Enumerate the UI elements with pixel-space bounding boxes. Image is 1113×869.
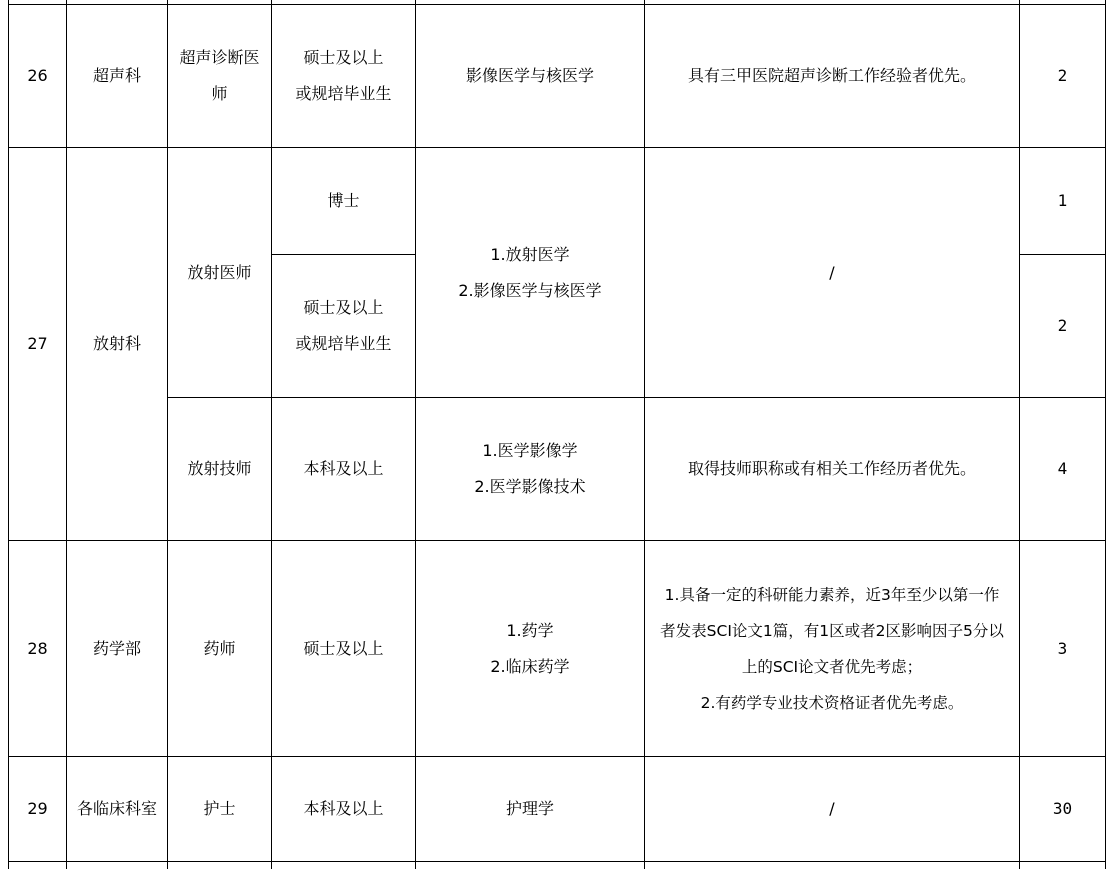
- degree-cell: [272, 398, 415, 540]
- requirement-line: 取得技师职称或有相关工作经历者优先。: [687, 459, 976, 478]
- major-line: 1.医学影像学: [482, 441, 578, 460]
- major-cell: [416, 398, 644, 540]
- count-cell: [1020, 398, 1105, 540]
- requirement-line: 上的SCI论文者优先考虑；: [741, 657, 923, 676]
- requirement-line: 1.具备一定的科研能力素养，近3年至少以第一作: [664, 585, 1000, 604]
- degree-line: 或规培毕业生: [295, 334, 392, 353]
- major-line: 2.影像医学与核医学: [458, 280, 602, 300]
- row-number: [9, 757, 66, 861]
- requirement-cell: [645, 757, 1019, 861]
- major-line: 1.药学: [506, 620, 554, 640]
- count-cell: [1020, 757, 1105, 861]
- major-cell: [416, 541, 644, 756]
- requirement-line: 具有三甲医院超声诊断工作经验者优先。: [687, 66, 976, 85]
- requirement-cell: [645, 541, 1019, 756]
- position-line: 放射技师: [187, 459, 252, 478]
- row-number-text: 29: [27, 799, 48, 818]
- degree-line: 硕士及以上: [303, 48, 384, 67]
- major-cell: [416, 148, 644, 397]
- degree-line: 硕士及以上: [303, 638, 384, 658]
- row-number: [9, 5, 66, 147]
- position-line: 药师: [203, 638, 236, 658]
- major-line: 2.临床药学: [490, 656, 570, 676]
- position-cell: [168, 757, 271, 861]
- major-line: 1.放射医学: [490, 244, 570, 264]
- department-text: 放射科: [92, 334, 141, 353]
- position-cell: [168, 5, 271, 147]
- degree-cell: [272, 255, 415, 397]
- count-text: 30: [1052, 799, 1073, 818]
- degree-line: 本科及以上: [303, 799, 384, 818]
- degree-cell: [272, 541, 415, 756]
- department-cell: [67, 148, 167, 540]
- department-text: 药学部: [92, 638, 141, 658]
- count-cell: [1020, 5, 1105, 147]
- degree-line: 博士: [327, 191, 360, 210]
- requirement-line: 者发表SCI论文1篇，有1区或者2区影响因子5分以: [660, 621, 1004, 640]
- count-text: 2: [1057, 66, 1068, 85]
- major-cell: [416, 5, 644, 147]
- row-number: [9, 148, 66, 540]
- major-line: 2.医学影像技术: [474, 477, 586, 496]
- department-text: 各临床科室: [76, 799, 157, 818]
- row-number-text: 26: [27, 66, 48, 85]
- requirement-line: /: [829, 262, 835, 282]
- position-line: 师: [211, 84, 228, 103]
- department-cell: [67, 5, 167, 147]
- count-text: 2: [1057, 316, 1068, 335]
- degree-cell: [272, 5, 415, 147]
- requirement-cell: [645, 5, 1019, 147]
- major-line: 影像医学与核医学: [465, 66, 594, 85]
- position-line: 护士: [203, 799, 236, 818]
- major-line: 护理学: [505, 799, 554, 818]
- count-text: 1: [1057, 191, 1068, 210]
- degree-cell: [272, 757, 415, 861]
- row-number: [9, 541, 66, 756]
- row-number-text: 28: [27, 638, 48, 658]
- count-cell: [1020, 148, 1105, 254]
- degree-line: 硕士及以上: [303, 298, 384, 317]
- count-cell: [1020, 541, 1105, 756]
- requirement-cell: [645, 148, 1019, 397]
- count-text: 3: [1057, 638, 1068, 658]
- degree-line: 或规培毕业生: [295, 84, 392, 103]
- position-cell: [168, 398, 271, 540]
- position-line: 放射医师: [187, 262, 252, 282]
- department-text: 超声科: [92, 66, 141, 85]
- major-cell: [416, 757, 644, 861]
- row-number-text: 27: [27, 334, 48, 353]
- degree-cell: [272, 148, 415, 254]
- position-cell: [168, 148, 271, 397]
- requirement-line: 2.有药学专业技术资格证者优先考虑。: [700, 693, 964, 712]
- department-cell: [67, 757, 167, 861]
- count-cell: [1020, 255, 1105, 397]
- requirement-line: /: [829, 799, 835, 818]
- position-line: 超声诊断医: [179, 48, 260, 67]
- position-cell: [168, 541, 271, 756]
- department-cell: [67, 541, 167, 756]
- requirement-cell: [645, 398, 1019, 540]
- degree-line: 本科及以上: [303, 459, 384, 478]
- count-text: 4: [1057, 459, 1068, 478]
